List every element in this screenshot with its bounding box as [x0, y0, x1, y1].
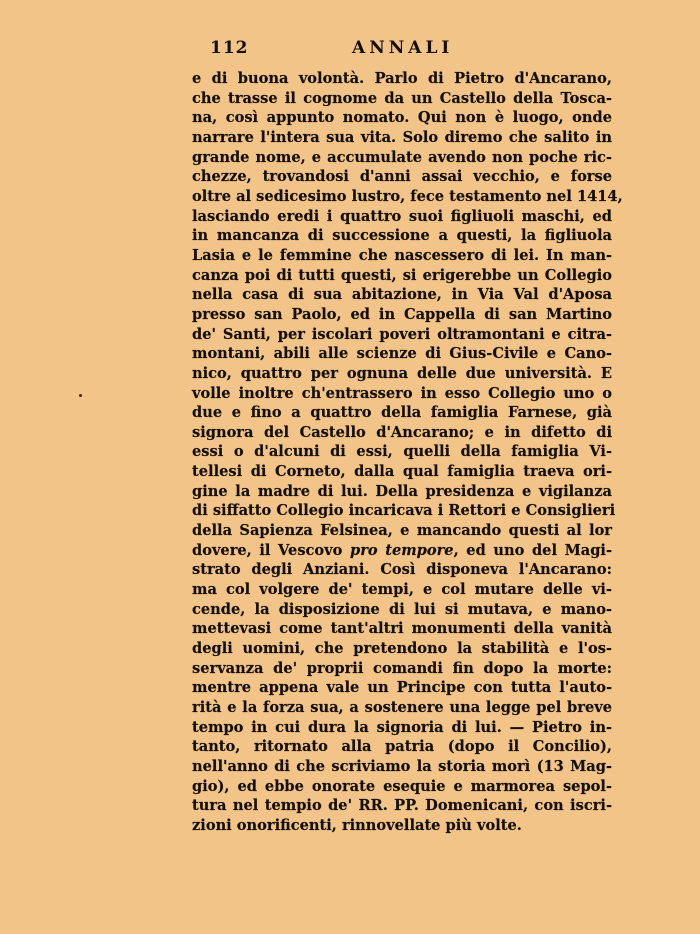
text-line: tempo in cui dura la signoria di lui. — Pietro in- [192, 718, 612, 736]
text-line: narrare l'intera sua vita. Solo diremo che salito in [192, 128, 612, 146]
text-line: tanto, ritornato alla patria (dopo il Concilio), [192, 738, 612, 756]
text-line: servanza de' proprii comandi fin dopo la morte: [192, 659, 612, 677]
text-line: in mancanza di successione a questi, la figliuola [192, 227, 612, 245]
running-title: ANNALI [352, 38, 454, 58]
text-line: presso san Paolo, ed in Cappella di san Martino [192, 305, 612, 323]
text-line: ma col volgere de' tempi, e col mutare delle vi- [192, 581, 612, 599]
text-fragment: dovere, il Vescovo [192, 541, 350, 559]
text-line: e di buona volontà. Parlo di Pietro d'Ancarano, [192, 70, 612, 87]
text-line: oltre al sedicesimo lustro, fece testamento nel 1414, [192, 187, 623, 205]
text-line: mentre appena vale un Principe con tutta l'auto- [192, 679, 612, 697]
text-line: mettevasi come tant'altri monumenti della vanità [192, 620, 612, 638]
text-line: nella casa di sua abitazione, in Via Val d'Aposa [192, 286, 612, 304]
text-line: nico, quattro per ognuna delle due università. E [192, 364, 612, 382]
text-line: degli uomini, che pretendono la stabilità e l'os- [192, 640, 612, 658]
text-line: tellesi di Corneto, dalla qual famiglia traeva ori- [192, 463, 612, 481]
text-line: strato degli Anziani. Così disponeva l'Ancarano: [192, 561, 612, 579]
text-line: gine la madre di lui. Della presidenza e vigilanza [192, 482, 612, 500]
text-line: della Sapienza Felsinea, e mancando questi al lor [192, 522, 612, 540]
text-line: tura nel tempio de' RR. PP. Domenicani, con iscri- [192, 797, 612, 815]
text-line: grande nome, e accumulate avendo non poche ric- [192, 148, 612, 166]
text-line: montani, abili alle scienze di Gius-Civile e Cano- [192, 345, 612, 363]
text-line: rità e la forza sua, a sostenere una legge pel breve [192, 699, 612, 716]
text-line: gio), ed ebbe onorate esequie e marmorea sepol- [192, 777, 612, 795]
paper-speck [79, 394, 82, 397]
text-line: di siffatto Collegio incaricava i Rettori e Consiglieri [192, 502, 616, 520]
text-line: na, così appunto nomato. Qui non è luogo, onde [192, 109, 612, 127]
running-head [192, 38, 612, 62]
body-text [192, 69, 623, 836]
text-line: de' Santi, per iscolari poveri oltramontani e citra- [192, 325, 612, 343]
text-line-with-italic [192, 541, 612, 561]
text-line: chezze, trovandosi d'anni assai vecchio, e forse [192, 168, 612, 186]
italic-phrase: pro tempore [349, 541, 454, 559]
text-line: Lasia e le femmine che nascessero di lei. In man- [192, 246, 612, 264]
text-fragment: , ed uno del Magi- [453, 541, 613, 559]
text-line: essi o d'alcuni di essi, quelli della famiglia Vi- [192, 443, 612, 461]
text-line: volle inoltre ch'entrassero in esso Collegio uno o [192, 384, 612, 402]
text-line-final: zioni onorificenti, rinnovellate più volte. [192, 816, 522, 834]
text-line: lasciando eredi i quattro suoi figliuoli maschi, ed [192, 207, 612, 225]
page-number: 112 [210, 38, 249, 58]
text-line: nell'anno di che scriviamo la storia morì (13 Mag- [192, 757, 612, 775]
text-line: due e fino a quattro della famiglia Farnese, già [192, 404, 612, 422]
text-line: che trasse il cognome da un Castello della Tosca- [192, 89, 612, 107]
text-line: cende, la disposizione di lui si mutava, e mano- [192, 600, 612, 618]
text-line: signora del Castello d'Ancarano; e in difetto di [192, 423, 612, 441]
text-line: canza poi di tutti questi, si erigerebbe un Collegio [192, 266, 612, 284]
